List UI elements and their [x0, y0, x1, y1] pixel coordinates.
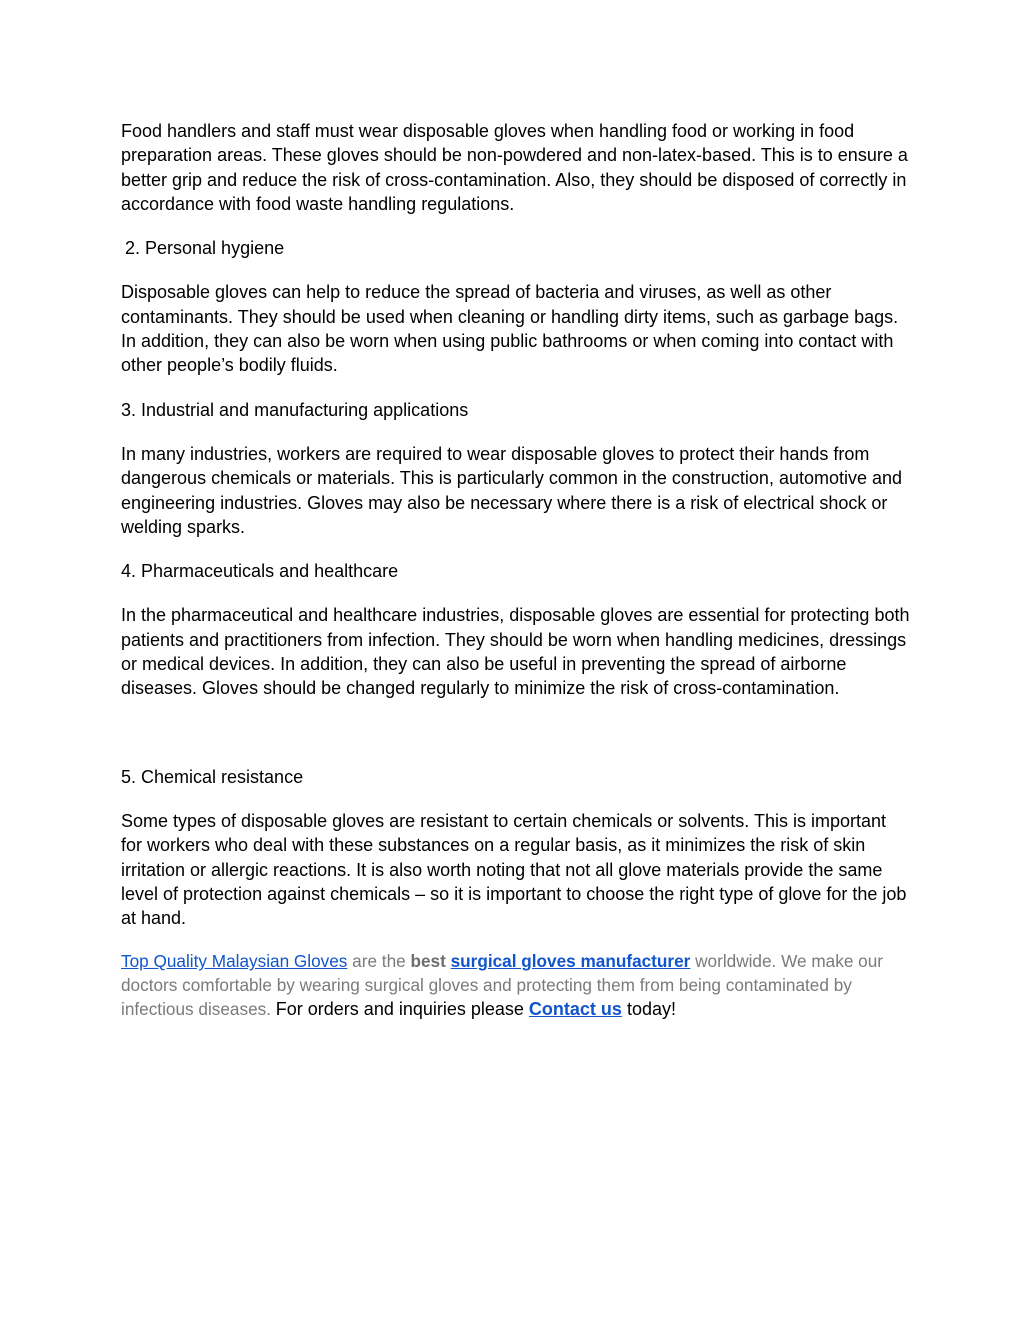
paragraph-pharmaceuticals: In the pharmaceutical and healthcare industries, disposable gloves are essential for protecting both patients and practitioners from infection. They should be worn when handling medicines, dressings or medical devices. In addition, they can also be useful in preventing the spread of airborne diseases. Gloves should be changed regularly to minimize the risk of cross-contamination. — [121, 605, 910, 699]
footer-text-orders: For orders and inquiries please — [275, 998, 529, 1019]
surgical-gloves-manufacturer-link[interactable]: surgical gloves manufacturer — [450, 951, 691, 972]
heading-industrial: 3. Industrial and manufacturing applications — [121, 399, 469, 420]
footer-text-are-the: are the — [347, 951, 411, 972]
contact-us-link[interactable]: Contact us — [528, 998, 622, 1019]
heading-pharmaceuticals: 4. Pharmaceuticals and healthcare — [121, 561, 399, 582]
footer-orders-text-wrap — [276, 999, 676, 1019]
paragraph-personal-hygiene: Disposable gloves can help to reduce the spread of bacteria and viruses, as well as other contaminants. They should be used when cleaning or handling dirty items, such as garbage bags. In addition, they can also be worn when using public bathrooms or when coming into contact with other people’s bodily fluids. — [121, 282, 899, 376]
document-page — [121, 119, 911, 1021]
paragraph-chemical-resistance: Some types of disposable gloves are resistant to certain chemicals or solvents. This is important for workers who deal with these substances on a regular basis, as it minimizes the risk of skin irritation or allergic reactions. It is also worth noting that not all glove materials provide the same level of protection against chemicals – so it is important to choose the right type of glove for the job at hand. — [121, 810, 907, 929]
footer-text-rest: worldwide. We make our doctors comfortable by wearing surgical gloves and protecting them from being contaminated by infectious diseases. — [121, 951, 883, 1019]
paragraph-industrial: In many industries, workers are required to wear disposable gloves to protect their hands from dangerous chemicals or materials. This is particularly common in the construction, automotive and engineering industries. Gloves may also be necessary where there is a risk of electrical shock or welding sparks. — [121, 443, 903, 537]
top-quality-gloves-link[interactable]: Top Quality Malaysian Gloves — [121, 951, 348, 972]
footer-text-best: best — [410, 951, 446, 972]
footer-paragraph — [121, 950, 911, 1021]
footer-text-today: today! — [621, 998, 676, 1019]
heading-personal-hygiene: 2. Personal hygiene — [125, 238, 285, 259]
heading-chemical-resistance: 5. Chemical resistance — [121, 766, 304, 787]
paragraph-food-handlers: Food handlers and staff must wear disposable gloves when handling food or working in food preparation areas. These gloves should be non-powdered and non-latex-based. This is to ensure a better grip and reduce the risk of cross-contamination. Also, they should be disposed of correctly in accordance with food waste handling regulations. — [121, 121, 908, 214]
